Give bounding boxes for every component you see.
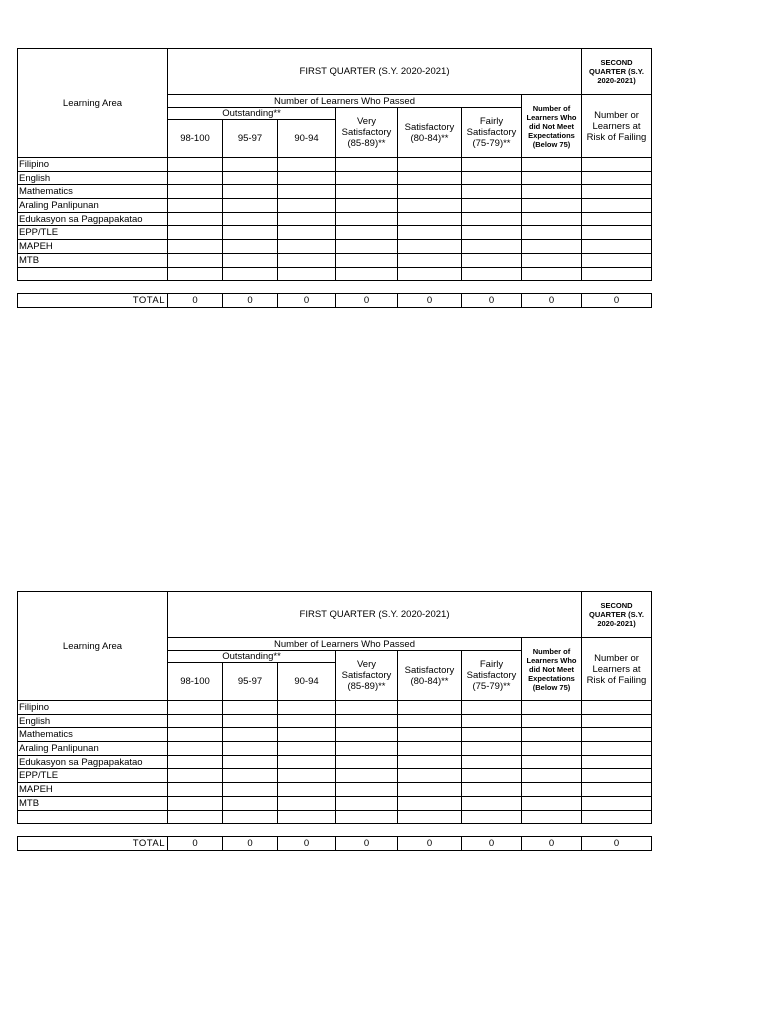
satisfactory-header: Satisfactory (80-84)** (398, 651, 462, 701)
value-cell (462, 240, 522, 254)
value-cell (223, 728, 278, 742)
subject-name: Filipino (18, 701, 168, 715)
subject-row (18, 796, 652, 810)
grade-90-94-header: 90-94 (278, 663, 336, 701)
header-and-subjects-table (17, 591, 652, 824)
value-cell (582, 253, 652, 267)
subject-name: EPP/TLE (18, 226, 168, 240)
value-cell (522, 742, 582, 756)
value-cell (582, 240, 652, 254)
total-value: 0 (462, 294, 522, 308)
value-cell (462, 171, 522, 185)
quarter-table-1 (17, 48, 651, 308)
value-cell (398, 240, 462, 254)
subject-name: Araling Panlipunan (18, 742, 168, 756)
value-cell (462, 199, 522, 213)
value-cell (398, 783, 462, 797)
value-cell (398, 185, 462, 199)
value-cell (522, 226, 582, 240)
value-cell (223, 158, 278, 172)
value-cell (522, 701, 582, 715)
value-cell (278, 267, 336, 281)
fairly-satisfactory-header: Fairly Satisfactory (75-79)** (462, 651, 522, 701)
value-cell (398, 796, 462, 810)
subject-name: Mathematics (18, 728, 168, 742)
value-cell (278, 199, 336, 213)
value-cell (223, 267, 278, 281)
value-cell (582, 226, 652, 240)
value-cell (168, 171, 223, 185)
subject-name: MTB (18, 796, 168, 810)
value-cell (336, 783, 398, 797)
total-value: 0 (582, 837, 652, 851)
first-quarter-header: FIRST QUARTER (S.Y. 2020-2021) (168, 592, 582, 638)
value-cell (582, 728, 652, 742)
value-cell (398, 158, 462, 172)
value-cell (462, 769, 522, 783)
value-cell (223, 742, 278, 756)
value-cell (223, 253, 278, 267)
value-cell (168, 714, 223, 728)
value-cell (462, 755, 522, 769)
value-cell (336, 158, 398, 172)
subject-name: Mathematics (18, 185, 168, 199)
value-cell (398, 199, 462, 213)
subject-row (18, 226, 652, 240)
value-cell (223, 783, 278, 797)
total-value: 0 (168, 837, 223, 851)
value-cell (462, 253, 522, 267)
value-cell (582, 158, 652, 172)
very-satisfactory-header: Very Satisfactory (85-89)** (336, 651, 398, 701)
risk-of-failing-header: Number or Learners at Risk of Failing (582, 95, 652, 158)
very-satisfactory-header: Very Satisfactory (85-89)** (336, 108, 398, 158)
value-cell (278, 810, 336, 824)
value-cell (336, 728, 398, 742)
learning-area-header: Learning Area (18, 592, 168, 701)
value-cell (278, 769, 336, 783)
total-value: 0 (278, 837, 336, 851)
subject-row (18, 783, 652, 797)
value-cell (522, 199, 582, 213)
value-cell (398, 267, 462, 281)
value-cell (522, 769, 582, 783)
subject-row (18, 742, 652, 756)
value-cell (522, 810, 582, 824)
subject-name: Edukasyon sa Pagpapakatao (18, 755, 168, 769)
value-cell (398, 769, 462, 783)
subject-name: MTB (18, 253, 168, 267)
value-cell (278, 240, 336, 254)
value-cell (522, 728, 582, 742)
value-cell (168, 158, 223, 172)
outstanding-header: Outstanding** (168, 108, 336, 120)
value-cell (462, 185, 522, 199)
value-cell (462, 267, 522, 281)
value-cell (522, 755, 582, 769)
value-cell (168, 212, 223, 226)
value-cell (336, 240, 398, 254)
total-value: 0 (168, 294, 223, 308)
value-cell (223, 701, 278, 715)
value-cell (582, 212, 652, 226)
value-cell (462, 796, 522, 810)
total-label: TOTAL (18, 294, 168, 308)
subject-name: Filipino (18, 158, 168, 172)
grade-95-97-header: 95-97 (223, 120, 278, 158)
value-cell (462, 783, 522, 797)
value-cell (336, 796, 398, 810)
value-cell (223, 171, 278, 185)
value-cell (168, 701, 223, 715)
subject-row (18, 199, 652, 213)
second-quarter-header: SECOND QUARTER (S.Y. 2020-2021) (582, 49, 652, 95)
value-cell (582, 783, 652, 797)
value-cell (278, 783, 336, 797)
value-cell (223, 810, 278, 824)
value-cell (336, 212, 398, 226)
subject-row (18, 769, 652, 783)
value-cell (398, 253, 462, 267)
value-cell (278, 185, 336, 199)
value-cell (336, 185, 398, 199)
value-cell (168, 253, 223, 267)
subject-name: MAPEH (18, 240, 168, 254)
value-cell (278, 701, 336, 715)
value-cell (398, 810, 462, 824)
value-cell (582, 701, 652, 715)
total-table (17, 836, 652, 851)
value-cell (582, 755, 652, 769)
value-cell (168, 267, 223, 281)
total-label: TOTAL (18, 837, 168, 851)
total-value: 0 (278, 294, 336, 308)
subject-name: Araling Panlipunan (18, 199, 168, 213)
value-cell (168, 728, 223, 742)
value-cell (168, 755, 223, 769)
value-cell (278, 158, 336, 172)
value-cell (223, 769, 278, 783)
subject-row-empty (18, 267, 652, 281)
value-cell (398, 171, 462, 185)
grade-95-97-header: 95-97 (223, 663, 278, 701)
second-quarter-header: SECOND QUARTER (S.Y. 2020-2021) (582, 592, 652, 638)
value-cell (223, 212, 278, 226)
value-cell (522, 240, 582, 254)
value-cell (168, 783, 223, 797)
value-cell (462, 728, 522, 742)
value-cell (462, 714, 522, 728)
subject-row (18, 240, 652, 254)
subject-name (18, 810, 168, 824)
value-cell (582, 714, 652, 728)
value-cell (582, 769, 652, 783)
value-cell (336, 755, 398, 769)
value-cell (223, 714, 278, 728)
value-cell (462, 810, 522, 824)
subject-name: English (18, 714, 168, 728)
value-cell (336, 171, 398, 185)
value-cell (336, 742, 398, 756)
value-cell (582, 267, 652, 281)
value-cell (336, 226, 398, 240)
value-cell (223, 226, 278, 240)
total-row (18, 837, 652, 851)
header-and-subjects-table (17, 48, 652, 281)
value-cell (223, 796, 278, 810)
learning-area-header: Learning Area (18, 49, 168, 158)
total-value: 0 (522, 837, 582, 851)
value-cell (522, 171, 582, 185)
total-value: 0 (582, 294, 652, 308)
value-cell (278, 226, 336, 240)
value-cell (336, 769, 398, 783)
first-quarter-header: FIRST QUARTER (S.Y. 2020-2021) (168, 49, 582, 95)
value-cell (336, 267, 398, 281)
total-value: 0 (398, 837, 462, 851)
value-cell (278, 796, 336, 810)
value-cell (462, 226, 522, 240)
value-cell (522, 212, 582, 226)
total-value: 0 (462, 837, 522, 851)
subject-name: EPP/TLE (18, 769, 168, 783)
subject-row (18, 253, 652, 267)
learners-passed-header: Number of Learners Who Passed (168, 638, 522, 651)
total-value: 0 (522, 294, 582, 308)
value-cell (582, 810, 652, 824)
value-cell (168, 240, 223, 254)
value-cell (278, 253, 336, 267)
value-cell (398, 212, 462, 226)
outstanding-header: Outstanding** (168, 651, 336, 663)
value-cell (168, 185, 223, 199)
total-value: 0 (336, 837, 398, 851)
total-table (17, 293, 652, 308)
value-cell (462, 158, 522, 172)
value-cell (582, 171, 652, 185)
value-cell (278, 755, 336, 769)
value-cell (582, 796, 652, 810)
total-value: 0 (223, 294, 278, 308)
value-cell (336, 810, 398, 824)
value-cell (223, 755, 278, 769)
subject-name: English (18, 171, 168, 185)
value-cell (278, 171, 336, 185)
subject-name: MAPEH (18, 783, 168, 797)
quarter-table-2 (17, 591, 651, 851)
subject-row (18, 158, 652, 172)
value-cell (223, 240, 278, 254)
value-cell (278, 714, 336, 728)
total-value: 0 (398, 294, 462, 308)
value-cell (522, 253, 582, 267)
value-cell (582, 742, 652, 756)
value-cell (223, 199, 278, 213)
value-cell (168, 199, 223, 213)
value-cell (336, 714, 398, 728)
subject-row (18, 728, 652, 742)
value-cell (462, 742, 522, 756)
subject-row (18, 171, 652, 185)
value-cell (522, 783, 582, 797)
fairly-satisfactory-header: Fairly Satisfactory (75-79)** (462, 108, 522, 158)
value-cell (522, 796, 582, 810)
subject-row (18, 701, 652, 715)
value-cell (522, 267, 582, 281)
value-cell (278, 742, 336, 756)
value-cell (278, 212, 336, 226)
subject-name (18, 267, 168, 281)
not-meet-expectations-header: Number of Learners Who did Not Meet Expectations (Below 75) (522, 638, 582, 701)
value-cell (168, 796, 223, 810)
learners-passed-header: Number of Learners Who Passed (168, 95, 522, 108)
subject-row (18, 185, 652, 199)
not-meet-expectations-header: Number of Learners Who did Not Meet Expectations (Below 75) (522, 95, 582, 158)
value-cell (168, 769, 223, 783)
value-cell (522, 714, 582, 728)
value-cell (582, 199, 652, 213)
value-cell (582, 185, 652, 199)
value-cell (168, 226, 223, 240)
subject-row (18, 714, 652, 728)
satisfactory-header: Satisfactory (80-84)** (398, 108, 462, 158)
grade-98-100-header: 98-100 (168, 663, 223, 701)
total-row (18, 294, 652, 308)
value-cell (522, 158, 582, 172)
value-cell (398, 701, 462, 715)
total-value: 0 (223, 837, 278, 851)
value-cell (398, 226, 462, 240)
value-cell (398, 714, 462, 728)
total-value: 0 (336, 294, 398, 308)
value-cell (398, 728, 462, 742)
grade-90-94-header: 90-94 (278, 120, 336, 158)
value-cell (336, 253, 398, 267)
value-cell (168, 810, 223, 824)
value-cell (462, 212, 522, 226)
subject-row (18, 755, 652, 769)
value-cell (168, 742, 223, 756)
subject-name: Edukasyon sa Pagpapakatao (18, 212, 168, 226)
value-cell (398, 742, 462, 756)
value-cell (336, 199, 398, 213)
value-cell (398, 755, 462, 769)
risk-of-failing-header: Number or Learners at Risk of Failing (582, 638, 652, 701)
subject-row-empty (18, 810, 652, 824)
grade-98-100-header: 98-100 (168, 120, 223, 158)
value-cell (278, 728, 336, 742)
value-cell (462, 701, 522, 715)
value-cell (223, 185, 278, 199)
subject-row (18, 212, 652, 226)
value-cell (336, 701, 398, 715)
value-cell (522, 185, 582, 199)
